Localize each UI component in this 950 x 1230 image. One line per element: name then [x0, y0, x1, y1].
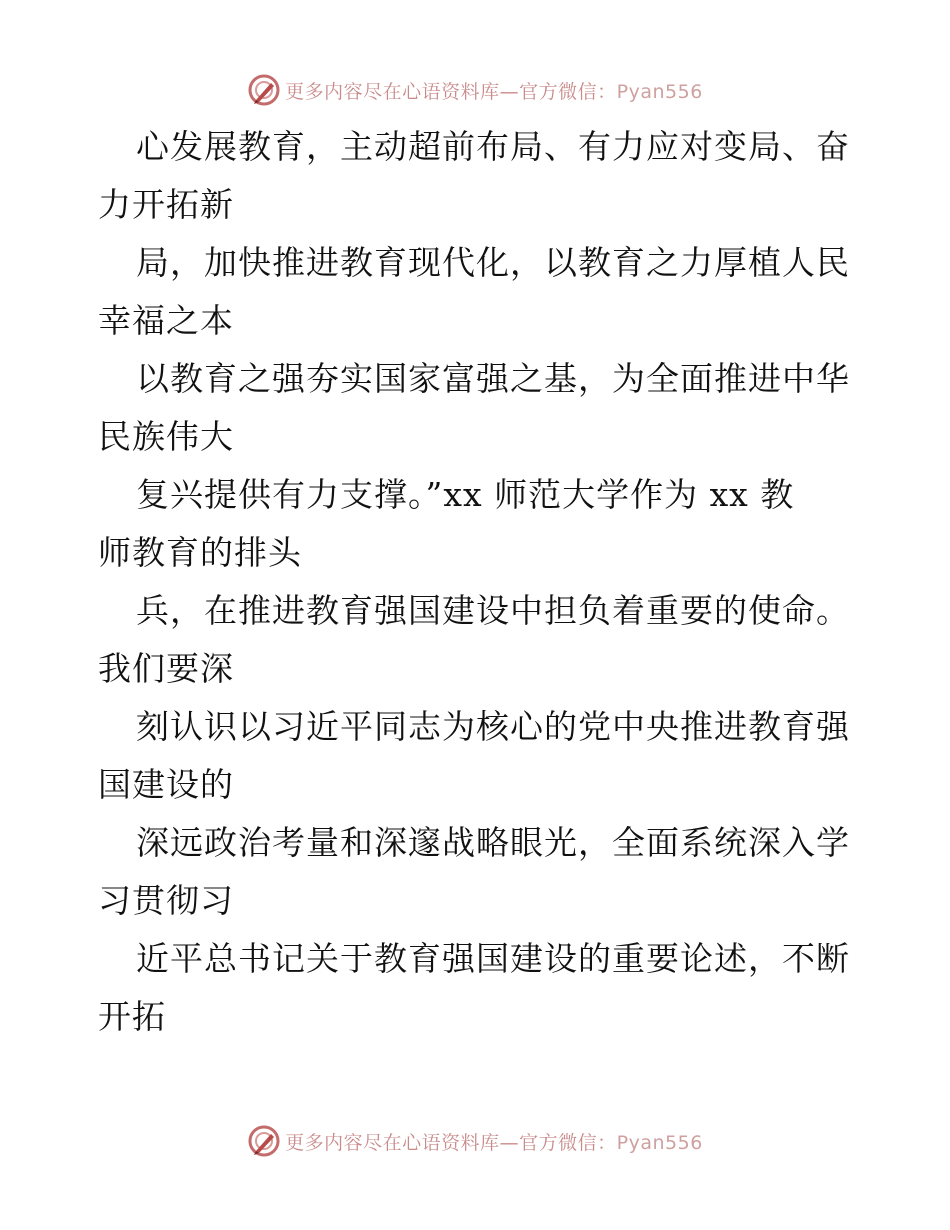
- text-line: 刻认识以习近平同志为核心的党中央推进教育强: [136, 707, 850, 746]
- paragraph: [98, 930, 858, 1046]
- paragraph: [98, 582, 858, 698]
- footer-watermark: [0, 1121, 950, 1161]
- text-line: 师教育的排头: [98, 533, 302, 572]
- paragraph: [98, 234, 858, 350]
- document-body: [98, 118, 858, 1046]
- pen-logo-icon: [247, 1124, 281, 1158]
- text-line: 我们要深: [98, 649, 234, 688]
- text-line: 习贯彻习: [98, 881, 234, 920]
- text-line: 民族伟大: [98, 417, 234, 456]
- paragraph: [98, 466, 858, 582]
- paragraph: [98, 118, 858, 234]
- pen-logo-icon: [247, 73, 281, 107]
- paragraph: [98, 698, 858, 814]
- watermark-text: 更多内容尽在心语资料库—官方微信：Pyan556: [285, 1131, 703, 1154]
- text-line: 国建设的: [98, 765, 234, 804]
- text-line: 以教育之强夯实国家富强之基，为全面推进中华: [136, 359, 850, 398]
- paragraph: [98, 814, 858, 930]
- text-line: 心发展教育，主动超前布局、有力应对变局、奋: [136, 127, 850, 166]
- watermark-text: 更多内容尽在心语资料库—官方微信：Pyan556: [285, 80, 703, 103]
- text-line: 力开拓新: [98, 185, 234, 224]
- text-line: 兵，在推进教育强国建设中担负着重要的使命。: [136, 591, 850, 630]
- text-line: 近平总书记关于教育强国建设的重要论述，不断: [136, 939, 850, 978]
- text-line: 深远政治考量和深邃战略眼光，全面系统深入学: [136, 823, 850, 862]
- text-line: 局，加快推进教育现代化，以教育之力厚植人民: [136, 243, 850, 282]
- text-line: 开拓: [98, 997, 166, 1036]
- paragraph: [98, 350, 858, 466]
- text-line: 复兴提供有力支撑。”xx 师范大学作为 xx 教: [136, 475, 795, 514]
- header-watermark: [0, 70, 950, 110]
- text-line: 幸福之本: [98, 301, 234, 340]
